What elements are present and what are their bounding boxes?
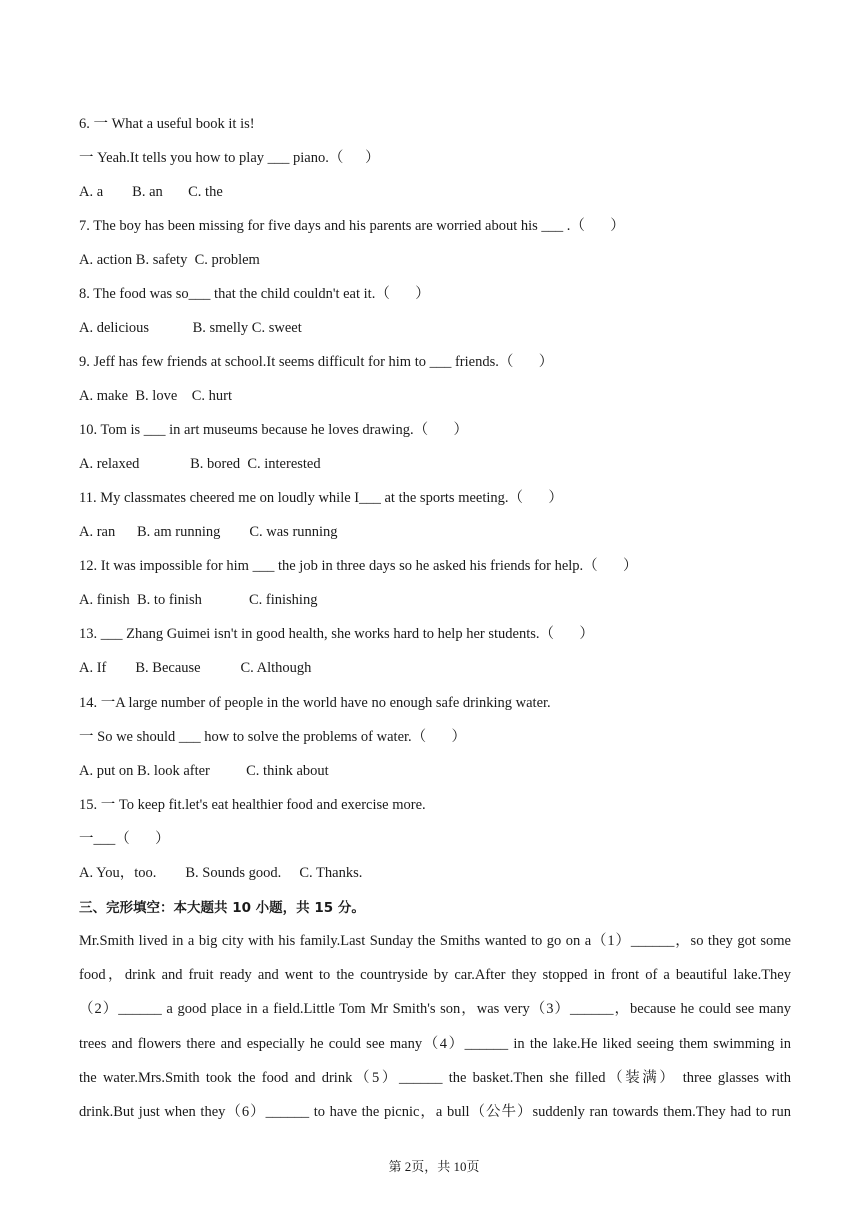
q7-stem: 7. The boy has been missing for five days and his parents are worried about his ___ .（ ） [79,218,625,234]
q12-stem: 12. It was impossible for him ___ the job in three days so he asked his friends for help.（ ） [79,558,638,574]
q11-stem: 11. My classmates cheered me on loudly while I___ at the sports meeting.（ ） [79,490,563,506]
q14-options: A. put on B. look after C. think about [79,763,329,779]
q6-options: A. a B. an C. the [79,184,223,200]
q11-options: A. ran B. am running C. was running [79,524,338,540]
passage-line: Mr.Smith lived in a big city with his family.Last Sunday the Smiths wanted to go on a（1）______，so they got some [79,933,791,949]
passage-line: food，drink and fruit ready and went to the countryside by car.After they stopped in front of a beautiful lake.They [79,967,791,984]
q13-stem: 13. ___ Zhang Guimei isn't in good health, she works hard to help her students.（ ） [79,626,594,642]
passage-line: trees and flowers there and especially he could see many（4）______ in the lake.He liked seeing them swimming in [79,1035,791,1052]
q8-stem: 8. The food was so___ that the child couldn't eat it.（ ） [79,286,430,302]
q13-options: A. If B. Because C. Although [79,660,312,676]
passage-line: the water.Mrs.Smith took the food and drink（5）______ the basket.Then she filled（装满） three glasses with [79,1069,791,1086]
passage-line: drink.But just when they（6）______ to have the picnic，a bull（公牛）suddenly ran towards them.They had to run [79,1103,791,1120]
q9-options: A. make B. love C. hurt [79,388,233,404]
q9-stem: 9. Jeff has few friends at school.It seems difficult for him to ___ friends.（ ） [79,354,554,370]
q6-prompt: 6. 一 What a useful book it is! [79,116,255,132]
q14-prompt: 14. 一A large number of people in the world have no enough safe drinking water. [79,695,551,711]
cloze-passage [79,924,791,1129]
q6-reply: 一 Yeah.It tells you how to play ___ piano.（ ） [79,150,380,166]
q14-reply: 一 So we should ___ how to solve the problems of water.（ ） [79,729,467,745]
q15-reply: 一___（ ） [79,831,170,847]
q15-options: A. You，too. B. Sounds good. C. Thanks. [79,865,363,881]
q10-stem: 10. Tom is ___ in art museums because he loves drawing.（ ） [79,422,468,438]
q10-options: A. relaxed B. bored C. interested [79,456,321,472]
page-footer: 第 2页，共 10页 [388,1159,480,1174]
q15-prompt: 15. 一 To keep fit.let's eat healthier food and exercise more. [79,797,426,813]
passage-line: （2）______ a good place in a field.Little Tom Mr Smith's son，was very（3）______，because he could see many [79,1001,791,1018]
q8-options: A. delicious B. smelly C. sweet [79,320,302,336]
q12-options: A. finish B. to finish C. finishing [79,592,318,608]
section-title: 三、完形填空：本大题共 10 小题，共 15 分。 [79,900,365,916]
q7-options: A. action B. safety C. problem [79,252,260,268]
